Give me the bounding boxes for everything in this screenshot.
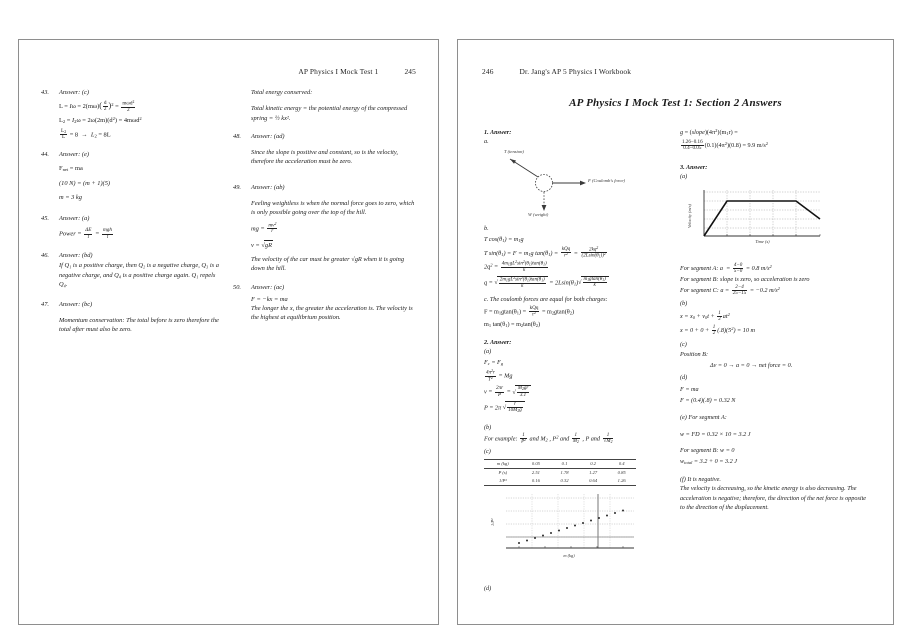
x-axis-label: m (kg) — [563, 553, 575, 559]
coulomb-force-label: F (Coulomb's force) — [588, 177, 626, 183]
part-c-label: c. The coulomb forces are equal for both charges: — [484, 295, 608, 303]
part-a-label: (a) — [680, 173, 688, 181]
answer-item-45 — [41, 214, 219, 240]
equation-line: F = ma — [680, 385, 699, 393]
equation-line: m = 3 kg — [59, 193, 82, 201]
answer-lead: Answer: (ac) — [251, 283, 285, 291]
scatter-chart-svg — [484, 490, 644, 560]
part-e-label: (e) For segment A: — [680, 414, 727, 422]
answer-number: 46. — [41, 252, 49, 260]
answer-item-46 — [41, 251, 219, 289]
left-page-column-1 — [41, 88, 219, 343]
weight-label: W (weight) — [528, 211, 549, 217]
left-running-head — [298, 67, 416, 76]
right-page — [457, 39, 894, 625]
table-cell: P (s) — [498, 469, 508, 475]
answer-number: 48. — [233, 132, 241, 140]
free-body-diagram — [488, 149, 648, 221]
right-page-column-2 — [680, 128, 870, 512]
answer-lead: Answer: (c) — [59, 89, 89, 96]
table-row — [484, 460, 636, 469]
table-cell: 0.16 — [522, 477, 551, 486]
inverse-p-squared-vs-mass-chart — [484, 490, 644, 568]
part-f-text: The velocity is decreasing, so the kinetic energy is also decreasing. The acceleration is negative; therefore, the direction of the net force is opposite to the direction of the displacement. — [680, 485, 867, 511]
running-head-title: Dr. Jang's AP 5 Physics I Workbook — [519, 67, 632, 76]
equation-line: (10 N) = (m + 1)(5) — [59, 179, 111, 187]
equation-line: $w_{total} = 3.2 + 0 = 3.2$ J — [680, 458, 737, 466]
answer-item-48 — [233, 132, 419, 167]
table-cell: 0.85 — [617, 469, 626, 475]
answer-lead: Answer: (e) — [59, 150, 89, 158]
answer-item-49 — [233, 183, 419, 274]
tension-label: T (tension) — [504, 148, 524, 154]
answer-item-47-continued — [233, 88, 419, 123]
answer-body: Since the slope is positive and constant, so is the velocity, therefore the acceleration must be zero. — [251, 149, 398, 166]
question-1-label: 1. Answer: — [484, 129, 512, 136]
answer-item-44 — [41, 150, 219, 203]
answer-body: Momentum conservation: The total before is zero therefore the total after must also be zero. — [59, 316, 219, 333]
table-cell: 0.64 — [579, 477, 608, 486]
answer-number: 47. — [41, 301, 49, 309]
equation-line: For segment B: w = 0 — [680, 446, 735, 454]
position-b-text: Position B: — [680, 350, 709, 358]
equation-line: P = 2π √ $\frac{r}{10M_2g}$ — [484, 401, 652, 414]
equation-line: $2q^2$ = $\frac{4m_1gL^2\sin^2(\theta_1)\tan(\theta_1)}{k}$ — [484, 260, 547, 274]
equation-line: Δv = 0 → a = 0 → net force = 0. — [710, 362, 793, 370]
equation-line: Power = $\frac{\Delta E}{t}$ = $\frac{\text{mgh}}{t}$ — [59, 227, 113, 240]
table-cell: 0.4 — [607, 460, 636, 469]
table-row — [484, 477, 636, 486]
answer-body: If Q₁ is a positive charge, then Q₂ is a negative charge, Q₃ is a negative charge, and Q₄ is a positive charge again. Q₁ repels Q₄. — [59, 262, 219, 288]
answer-body-2: The longer the x, the greater the acceleration is. The velocity is the highest at equilibrium position. — [251, 305, 413, 322]
table-cell: 1.78 — [560, 469, 569, 475]
segment-c-text: For segment C: a = $\frac{2-4}{25-15}$ = −0.2 $m/s^2$ — [680, 284, 780, 297]
equation-line: $F = m_1gtan(\theta_1)$ = $\frac{\text{kQq}}{r^2}$ = $m_2gtan(\theta_2)$ — [484, 305, 575, 318]
table-cell: 0.1 — [550, 460, 579, 469]
equation-line: $g = (slope)(4\pi^2)(m_1r)$ = — [680, 128, 738, 136]
equation-line: v = √gR — [251, 241, 272, 249]
answer-lead: Total energy conserved: — [251, 89, 313, 96]
part-b-label: (b) — [484, 423, 492, 431]
answer-number: 45. — [41, 215, 49, 223]
equation-line: L = Iω = 2(mω)( $\frac{d}{2}$ )$^2$ = $\frac{m\omega d^2}{2}$ — [59, 99, 135, 113]
right-running-head — [482, 67, 631, 76]
left-page — [18, 39, 439, 625]
answer-lead: Answer: (ad) — [251, 132, 285, 140]
part-a-label: (a) — [484, 347, 492, 355]
answer-body: Total kinetic energy = the potential energy of the compressed spring = ½ kx². — [251, 105, 408, 122]
answer-item-43 — [41, 88, 219, 141]
free-body-diagram-svg — [488, 149, 648, 221]
answer-lead: Answer: (a) — [59, 215, 90, 223]
segment-a-text: For segment A: a = $\frac{4-0}{5-0}$ = 0.8 $m/s^2$ — [680, 261, 772, 274]
period-mass-table — [484, 459, 636, 486]
answer-number: 50. — [233, 283, 241, 291]
equation-line: $L_2 = I_2\omega = 2\omega(2m)(d^2) = 4m\omega d^2$ — [59, 116, 142, 124]
equation-line: $F_c = F_g$ — [484, 359, 504, 367]
answer-lead: Answer: (ab) — [251, 183, 285, 191]
equation-line: v = $\frac{2\pi r}{P}$ = √ $\frac{M_2gr}{3.1}$ — [484, 385, 652, 398]
part-c-label: (c) — [680, 340, 687, 348]
part-b-label: b. — [484, 224, 489, 232]
part-f-label: (f) It is negative. — [680, 475, 721, 483]
equation-line: mg = $\frac{mv^2}{r}$ — [251, 221, 277, 235]
equation-line: F = −kx = ma — [251, 295, 288, 303]
answer-body: Feeling weightless is when the normal force goes to zero, which is only possible going over the top of the hill. — [251, 199, 415, 217]
part-d-label: (d) — [680, 374, 688, 382]
part-d-label: (d) — [484, 585, 492, 593]
part-b-text: For example: $\frac{1}{P^2}$ and $M_2$ , $P^2$ and $\frac{1}{M_2}$ , P and $\frac{1}{√M_2}$ — [484, 431, 613, 445]
running-head-page-number: 246 — [482, 67, 494, 76]
part-c-label: (c) — [484, 447, 491, 455]
answer-number: 44. — [41, 150, 49, 158]
y-axis-label: 1/P² — [490, 518, 495, 527]
equation-line: $x = x_0 + v_0t$ + $\frac{1}{2}$ $at^2$ — [680, 309, 730, 323]
equation-line: $\frac{L_2}{L}$ = $8 \to L_2 = 8L$ — [61, 127, 111, 141]
x-axis-label: Time (s) — [755, 238, 770, 244]
table-row — [484, 469, 636, 478]
equation-line: $F_{net}$ = ma — [59, 164, 83, 172]
equation-line: F = (0.4)(.8) = 0.32 N — [680, 397, 736, 405]
running-head-title: AP Physics I Mock Test 1 — [298, 67, 379, 76]
table-cell: 0.05 — [522, 460, 551, 469]
table-cell: 0.2 — [579, 460, 608, 469]
answer-lead: Answer: (bc) — [59, 301, 93, 309]
answer-number: 43. — [41, 89, 49, 96]
part-b-label: (b) — [680, 299, 688, 307]
left-page-column-2 — [233, 88, 419, 332]
equation-line: $\frac{1.26-0.16}{0.4-0.05}$ $(0.1)(4\pi^2)(0.8) = 9.9$ $m/s^2$ — [682, 138, 768, 151]
table-cell: m (kg) — [484, 460, 522, 469]
question-2-label: 2. Answer: — [484, 338, 512, 346]
equation-line: q = √ $\frac{2m_1gL^2\sin^2(\theta_1)\tan(\theta_1)}{k}$ = $2Lsin(\theta_1)√$ $\frac{m_1gtan(\theta_1)}{k}$ — [484, 276, 652, 289]
equation-line: x = 0 + 0 + $\frac{1}{2}$ $(.8)(5^2) = 10$ m — [680, 324, 755, 337]
table-cell: 1.27 — [589, 469, 598, 475]
table-cell: 1.26 — [607, 477, 636, 486]
part-a-label: a. — [484, 138, 489, 146]
y-axis-label: Velocity (m/s) — [687, 203, 692, 228]
right-page-column-1 — [484, 128, 652, 594]
table-cell: 1/P² — [484, 477, 522, 486]
section-title: AP Physics I Mock Test 1: Section 2 Answers — [569, 97, 782, 109]
table-cell: 0.32 — [550, 477, 579, 486]
running-head-page-number: 245 — [404, 67, 416, 76]
answer-item-47 — [41, 300, 219, 334]
equation-line: $m_1$ $\tan(\theta_1) = m_2\tan(\theta_2)$ — [484, 320, 541, 328]
velocity-vs-time-chart — [680, 186, 830, 254]
equation-line: T $\sin(\theta_1) = F = m_1g$ $\tan(\theta_1)$ = $\frac{\text{kQq}}{r^2}$ = $\frac{2kq^2}{(2Lsin(\theta_1))^2}$ — [484, 245, 606, 259]
answer-item-50 — [233, 283, 419, 323]
segment-b-text: For segment B: slope is zero, so acceleration is zero — [680, 275, 810, 283]
answer-number: 49. — [233, 183, 241, 191]
question-3-label: 3. Answer: — [680, 164, 708, 172]
equation-line: $\frac{4\pi^2r}{T^2}$ = Mg — [486, 368, 513, 383]
answer-lead: Answer: (bd) — [59, 252, 93, 260]
equation-line: T $\cos(\theta_1) = m_1g$ — [484, 235, 524, 243]
table-cell: 2.51 — [531, 469, 540, 475]
equation-line: w = FD = 0.32 × 10 = 3.2 J — [680, 430, 751, 438]
answer-body-2: The velocity of the car must be greater √gR when it is going down the hill. — [251, 256, 405, 273]
